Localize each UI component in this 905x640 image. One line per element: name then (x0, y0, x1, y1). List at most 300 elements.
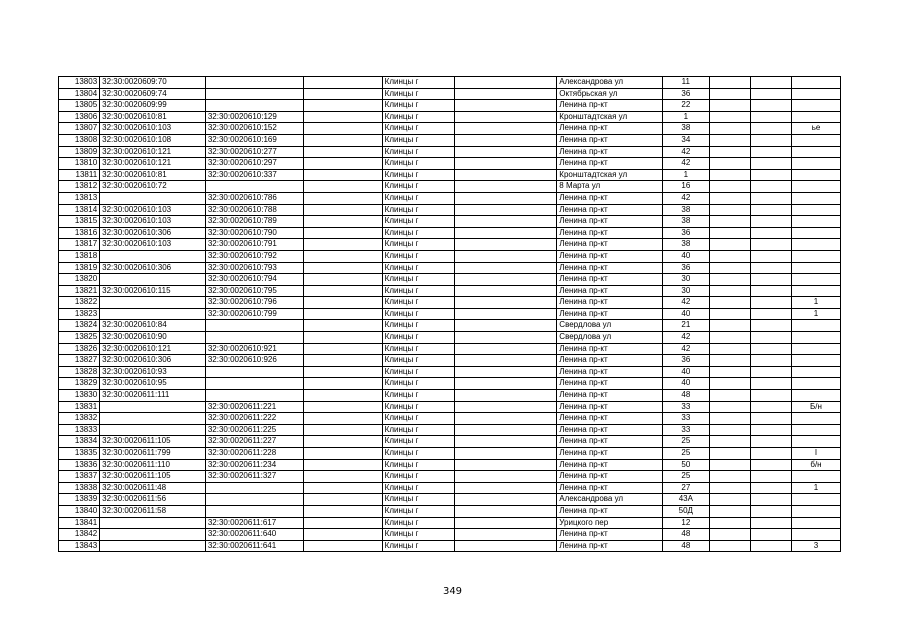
empty-cell-a (303, 366, 382, 378)
house-number-cell: 21 (662, 320, 709, 332)
house-number-cell: 50 (662, 459, 709, 471)
house-number-cell: 36 (662, 227, 709, 239)
empty-cell-c (709, 192, 750, 204)
row-number-cell: 13818 (59, 250, 100, 262)
empty-cell-b (454, 540, 556, 552)
empty-cell-d (750, 216, 791, 228)
empty-cell-d (750, 204, 791, 216)
extra-note-cell (792, 343, 841, 355)
city-cell: Клинцы г (382, 320, 454, 332)
empty-cell-b (454, 320, 556, 332)
house-number-cell: 40 (662, 308, 709, 320)
table-row (59, 181, 841, 193)
empty-cell-c (709, 250, 750, 262)
empty-cell-a (303, 378, 382, 390)
table-row (59, 204, 841, 216)
empty-cell-c (709, 308, 750, 320)
extra-note-cell (792, 332, 841, 344)
city-cell: Клинцы г (382, 169, 454, 181)
empty-cell-d (750, 540, 791, 552)
empty-cell-a (303, 111, 382, 123)
empty-cell-a (303, 413, 382, 425)
city-cell: Клинцы г (382, 274, 454, 286)
house-number-cell: 25 (662, 471, 709, 483)
empty-cell-b (454, 413, 556, 425)
street-cell: Ленина пр-кт (557, 227, 663, 239)
empty-cell-c (709, 123, 750, 135)
empty-cell-a (303, 308, 382, 320)
empty-cell-c (709, 448, 750, 460)
cadastral-number-cell (100, 192, 206, 204)
empty-cell-a (303, 227, 382, 239)
row-number-cell: 13817 (59, 239, 100, 251)
empty-cell-b (454, 285, 556, 297)
empty-cell-d (750, 378, 791, 390)
city-cell: Клинцы г (382, 471, 454, 483)
sub-cadastral-number-cell (205, 181, 303, 193)
city-cell: Клинцы г (382, 517, 454, 529)
house-number-cell: 48 (662, 540, 709, 552)
extra-note-cell (792, 88, 841, 100)
extra-note-cell (792, 413, 841, 425)
cadastral-number-cell: 32:30:0020610:121 (100, 158, 206, 170)
street-cell: Ленина пр-кт (557, 192, 663, 204)
empty-cell-d (750, 471, 791, 483)
cadastral-number-cell (100, 297, 206, 309)
cadastral-number-cell: 32:30:0020611:48 (100, 482, 206, 494)
empty-cell-c (709, 540, 750, 552)
cadastral-number-cell: 32:30:0020610:93 (100, 366, 206, 378)
table-row (59, 424, 841, 436)
sub-cadastral-number-cell (205, 77, 303, 89)
sub-cadastral-number-cell: 32:30:0020611:234 (205, 459, 303, 471)
empty-cell-a (303, 529, 382, 541)
empty-cell-c (709, 100, 750, 112)
row-number-cell: 13834 (59, 436, 100, 448)
sub-cadastral-number-cell (205, 390, 303, 402)
house-number-cell: 36 (662, 355, 709, 367)
cadastral-number-cell (100, 529, 206, 541)
empty-cell-a (303, 459, 382, 471)
empty-cell-b (454, 297, 556, 309)
empty-cell-c (709, 494, 750, 506)
empty-cell-a (303, 204, 382, 216)
city-cell: Клинцы г (382, 378, 454, 390)
extra-note-cell: I (792, 448, 841, 460)
empty-cell-a (303, 343, 382, 355)
house-number-cell: 42 (662, 158, 709, 170)
table-row (59, 505, 841, 517)
street-cell: Октябрьская ул (557, 88, 663, 100)
empty-cell-c (709, 529, 750, 541)
city-cell: Клинцы г (382, 262, 454, 274)
empty-cell-c (709, 77, 750, 89)
city-cell: Клинцы г (382, 250, 454, 262)
empty-cell-a (303, 250, 382, 262)
city-cell: Клинцы г (382, 308, 454, 320)
extra-note-cell (792, 262, 841, 274)
city-cell: Клинцы г (382, 332, 454, 344)
street-cell: Ленина пр-кт (557, 216, 663, 228)
house-number-cell: 40 (662, 250, 709, 262)
street-cell: Ленина пр-кт (557, 355, 663, 367)
sub-cadastral-number-cell: 32:30:0020611:327 (205, 471, 303, 483)
row-number-cell: 13832 (59, 413, 100, 425)
extra-note-cell (792, 192, 841, 204)
extra-note-cell: ье (792, 123, 841, 135)
empty-cell-c (709, 366, 750, 378)
empty-cell-b (454, 134, 556, 146)
empty-cell-d (750, 401, 791, 413)
empty-cell-a (303, 88, 382, 100)
street-cell: Ленина пр-кт (557, 239, 663, 251)
cadastral-number-cell: 32:30:0020610:306 (100, 262, 206, 274)
empty-cell-a (303, 436, 382, 448)
empty-cell-a (303, 297, 382, 309)
row-number-cell: 13839 (59, 494, 100, 506)
city-cell: Клинцы г (382, 158, 454, 170)
house-number-cell: 42 (662, 192, 709, 204)
empty-cell-b (454, 169, 556, 181)
empty-cell-b (454, 158, 556, 170)
extra-note-cell: 1 (792, 482, 841, 494)
table-row (59, 436, 841, 448)
table-row (59, 239, 841, 251)
house-number-cell: 12 (662, 517, 709, 529)
empty-cell-b (454, 494, 556, 506)
city-cell: Клинцы г (382, 227, 454, 239)
empty-cell-c (709, 517, 750, 529)
sub-cadastral-number-cell: 32:30:0020610:277 (205, 146, 303, 158)
table-row (59, 401, 841, 413)
street-cell: Ленина пр-кт (557, 134, 663, 146)
sub-cadastral-number-cell: 32:30:0020610:799 (205, 308, 303, 320)
table-row (59, 77, 841, 89)
city-cell: Клинцы г (382, 540, 454, 552)
extra-note-cell (792, 227, 841, 239)
city-cell: Клинцы г (382, 355, 454, 367)
extra-note-cell (792, 146, 841, 158)
empty-cell-d (750, 169, 791, 181)
street-cell: Ленина пр-кт (557, 343, 663, 355)
street-cell: Ленина пр-кт (557, 471, 663, 483)
empty-cell-d (750, 529, 791, 541)
extra-note-cell (792, 134, 841, 146)
empty-cell-c (709, 274, 750, 286)
empty-cell-b (454, 146, 556, 158)
empty-cell-d (750, 355, 791, 367)
empty-cell-d (750, 158, 791, 170)
empty-cell-d (750, 250, 791, 262)
city-cell: Клинцы г (382, 366, 454, 378)
house-number-cell: 36 (662, 88, 709, 100)
city-cell: Клинцы г (382, 529, 454, 541)
city-cell: Клинцы г (382, 216, 454, 228)
extra-note-cell: 3 (792, 540, 841, 552)
cadastral-number-cell: 32:30:0020610:121 (100, 343, 206, 355)
table-row (59, 111, 841, 123)
street-cell: Ленина пр-кт (557, 274, 663, 286)
empty-cell-b (454, 308, 556, 320)
street-cell: Ленина пр-кт (557, 401, 663, 413)
sub-cadastral-number-cell (205, 320, 303, 332)
street-cell: Ленина пр-кт (557, 390, 663, 402)
empty-cell-c (709, 158, 750, 170)
cadastral-number-cell: 32:30:0020610:115 (100, 285, 206, 297)
empty-cell-c (709, 297, 750, 309)
empty-cell-d (750, 297, 791, 309)
table-row (59, 297, 841, 309)
empty-cell-b (454, 88, 556, 100)
extra-note-cell (792, 424, 841, 436)
table-row (59, 123, 841, 135)
sub-cadastral-number-cell: 32:30:0020611:640 (205, 529, 303, 541)
house-number-cell: 40 (662, 378, 709, 390)
street-cell: Ленина пр-кт (557, 459, 663, 471)
street-cell: Кронштадтская ул (557, 111, 663, 123)
cadastral-number-cell (100, 413, 206, 425)
empty-cell-d (750, 413, 791, 425)
empty-cell-d (750, 111, 791, 123)
sub-cadastral-number-cell: 32:30:0020611:641 (205, 540, 303, 552)
sub-cadastral-number-cell: 32:30:0020610:791 (205, 239, 303, 251)
table-row (59, 308, 841, 320)
empty-cell-a (303, 192, 382, 204)
empty-cell-c (709, 262, 750, 274)
street-cell: Ленина пр-кт (557, 123, 663, 135)
row-number-cell: 13830 (59, 390, 100, 402)
empty-cell-c (709, 390, 750, 402)
empty-cell-d (750, 274, 791, 286)
city-cell: Клинцы г (382, 77, 454, 89)
city-cell: Клинцы г (382, 390, 454, 402)
empty-cell-d (750, 308, 791, 320)
empty-cell-d (750, 100, 791, 112)
empty-cell-b (454, 250, 556, 262)
empty-cell-a (303, 216, 382, 228)
house-number-cell: 33 (662, 413, 709, 425)
table-row (59, 146, 841, 158)
empty-cell-b (454, 77, 556, 89)
street-cell: Ленина пр-кт (557, 436, 663, 448)
row-number-cell: 13810 (59, 158, 100, 170)
house-number-cell: 38 (662, 204, 709, 216)
table-body (59, 77, 841, 552)
extra-note-cell: Б/н (792, 401, 841, 413)
row-number-cell: 13826 (59, 343, 100, 355)
cadastral-number-cell (100, 540, 206, 552)
empty-cell-b (454, 123, 556, 135)
house-number-cell: 22 (662, 100, 709, 112)
street-cell: Урицкого пер (557, 517, 663, 529)
house-number-cell: 1 (662, 169, 709, 181)
cadastral-number-cell: 32:30:0020610:103 (100, 239, 206, 251)
street-cell: Ленина пр-кт (557, 378, 663, 390)
street-cell: Ленина пр-кт (557, 285, 663, 297)
sub-cadastral-number-cell: 32:30:0020611:225 (205, 424, 303, 436)
empty-cell-b (454, 424, 556, 436)
extra-note-cell (792, 204, 841, 216)
empty-cell-c (709, 459, 750, 471)
city-cell: Клинцы г (382, 401, 454, 413)
city-cell: Клинцы г (382, 343, 454, 355)
row-number-cell: 13825 (59, 332, 100, 344)
sub-cadastral-number-cell: 32:30:0020610:926 (205, 355, 303, 367)
cadastral-number-cell: 32:30:0020610:90 (100, 332, 206, 344)
extra-note-cell (792, 471, 841, 483)
cadastral-number-cell: 32:30:0020610:103 (100, 123, 206, 135)
empty-cell-b (454, 332, 556, 344)
empty-cell-b (454, 366, 556, 378)
row-number-cell: 13820 (59, 274, 100, 286)
sub-cadastral-number-cell: 32:30:0020611:221 (205, 401, 303, 413)
table-row (59, 413, 841, 425)
cadastral-number-cell (100, 517, 206, 529)
row-number-cell: 13841 (59, 517, 100, 529)
empty-cell-b (454, 471, 556, 483)
empty-cell-d (750, 192, 791, 204)
row-number-cell: 13823 (59, 308, 100, 320)
cadastral-number-cell: 32:30:0020611:799 (100, 448, 206, 460)
empty-cell-a (303, 494, 382, 506)
city-cell: Клинцы г (382, 146, 454, 158)
empty-cell-d (750, 239, 791, 251)
cadastral-number-cell: 32:30:0020611:111 (100, 390, 206, 402)
extra-note-cell (792, 250, 841, 262)
empty-cell-a (303, 505, 382, 517)
street-cell: Ленина пр-кт (557, 250, 663, 262)
cadastral-number-cell: 32:30:0020609:99 (100, 100, 206, 112)
empty-cell-d (750, 77, 791, 89)
street-cell: Ленина пр-кт (557, 482, 663, 494)
sub-cadastral-number-cell: 32:30:0020610:337 (205, 169, 303, 181)
empty-cell-d (750, 436, 791, 448)
empty-cell-d (750, 494, 791, 506)
empty-cell-d (750, 134, 791, 146)
cadastral-number-cell (100, 274, 206, 286)
city-cell: Клинцы г (382, 134, 454, 146)
empty-cell-b (454, 436, 556, 448)
empty-cell-d (750, 146, 791, 158)
row-number-cell: 13842 (59, 529, 100, 541)
extra-note-cell (792, 320, 841, 332)
house-number-cell: 30 (662, 285, 709, 297)
house-number-cell: 40 (662, 366, 709, 378)
city-cell: Клинцы г (382, 123, 454, 135)
table-row (59, 169, 841, 181)
cadastral-number-cell (100, 308, 206, 320)
empty-cell-a (303, 158, 382, 170)
cadastral-number-cell: 32:30:0020611:58 (100, 505, 206, 517)
empty-cell-c (709, 355, 750, 367)
table-row (59, 332, 841, 344)
empty-cell-b (454, 378, 556, 390)
sub-cadastral-number-cell (205, 378, 303, 390)
table-row (59, 274, 841, 286)
empty-cell-d (750, 517, 791, 529)
empty-cell-a (303, 123, 382, 135)
cadastral-number-cell: 32:30:0020610:108 (100, 134, 206, 146)
empty-cell-d (750, 262, 791, 274)
empty-cell-b (454, 390, 556, 402)
extra-note-cell (792, 436, 841, 448)
cadastral-number-cell: 32:30:0020610:306 (100, 227, 206, 239)
table-row (59, 285, 841, 297)
row-number-cell: 13815 (59, 216, 100, 228)
row-number-cell: 13835 (59, 448, 100, 460)
sub-cadastral-number-cell (205, 505, 303, 517)
street-cell: Ленина пр-кт (557, 540, 663, 552)
street-cell: Ленина пр-кт (557, 262, 663, 274)
empty-cell-a (303, 540, 382, 552)
sub-cadastral-number-cell: 32:30:0020610:297 (205, 158, 303, 170)
empty-cell-a (303, 517, 382, 529)
city-cell: Клинцы г (382, 413, 454, 425)
city-cell: Клинцы г (382, 494, 454, 506)
street-cell: Ленина пр-кт (557, 424, 663, 436)
table-row (59, 343, 841, 355)
empty-cell-b (454, 192, 556, 204)
empty-cell-c (709, 227, 750, 239)
empty-cell-b (454, 239, 556, 251)
empty-cell-b (454, 181, 556, 193)
sub-cadastral-number-cell: 32:30:0020611:617 (205, 517, 303, 529)
city-cell: Клинцы г (382, 181, 454, 193)
table-row (59, 227, 841, 239)
extra-note-cell: 1 (792, 297, 841, 309)
empty-cell-c (709, 436, 750, 448)
street-cell: Ленина пр-кт (557, 413, 663, 425)
house-number-cell: 25 (662, 436, 709, 448)
house-number-cell: 38 (662, 216, 709, 228)
empty-cell-d (750, 424, 791, 436)
extra-note-cell (792, 517, 841, 529)
table-row (59, 88, 841, 100)
cadastral-number-cell: 32:30:0020610:121 (100, 146, 206, 158)
house-number-cell: 36 (662, 262, 709, 274)
empty-cell-b (454, 100, 556, 112)
row-number-cell: 13833 (59, 424, 100, 436)
extra-note-cell: б/н (792, 459, 841, 471)
cadastral-number-cell: 32:30:0020611:110 (100, 459, 206, 471)
empty-cell-c (709, 424, 750, 436)
table-row (59, 482, 841, 494)
house-number-cell: 38 (662, 239, 709, 251)
empty-cell-a (303, 239, 382, 251)
row-number-cell: 13816 (59, 227, 100, 239)
row-number-cell: 13837 (59, 471, 100, 483)
sub-cadastral-number-cell: 32:30:0020610:796 (205, 297, 303, 309)
empty-cell-b (454, 111, 556, 123)
house-number-cell: 16 (662, 181, 709, 193)
street-cell: Ленина пр-кт (557, 308, 663, 320)
row-number-cell: 13840 (59, 505, 100, 517)
house-number-cell: 30 (662, 274, 709, 286)
empty-cell-d (750, 285, 791, 297)
city-cell: Клинцы г (382, 192, 454, 204)
sub-cadastral-number-cell: 32:30:0020610:790 (205, 227, 303, 239)
page-number: 349 (442, 586, 463, 597)
sub-cadastral-number-cell (205, 332, 303, 344)
house-number-cell: 43А (662, 494, 709, 506)
city-cell: Клинцы г (382, 436, 454, 448)
row-number-cell: 13821 (59, 285, 100, 297)
street-cell: 8 Марта ул (557, 181, 663, 193)
empty-cell-c (709, 285, 750, 297)
empty-cell-c (709, 181, 750, 193)
empty-cell-a (303, 262, 382, 274)
empty-cell-b (454, 448, 556, 460)
